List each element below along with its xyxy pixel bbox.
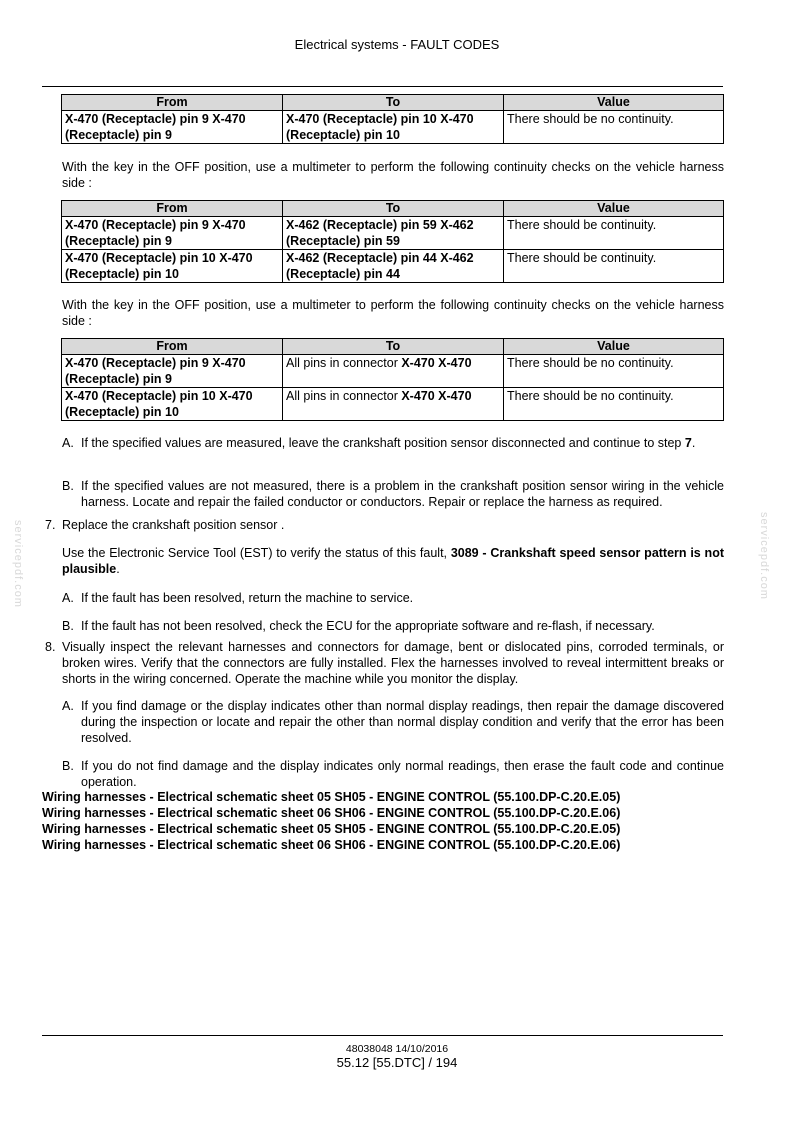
step-number: 8. [45, 640, 56, 654]
substep-label: A. [62, 591, 74, 605]
continuity-table-2 [61, 200, 724, 283]
cell-to [283, 355, 504, 388]
instruction-paragraph: With the key in the OFF position, use a multimeter to perform the following continuity checks on the vehicle harness side : [62, 160, 724, 190]
substep-text: If the specified values are measured, leave the crankshaft position sensor disconnected and continue to step 7. [81, 436, 696, 450]
step-text: Visually inspect the relevant harnesses and connectors for damage, bent or dislocated pins, corroded terminals, or broken wires. Verify that the connectors are fully installed. Flex the harnesses involved to reveal intermittent breaks or shorts in the wiring concerned. Operate the machine while you monitor the display. [62, 640, 724, 686]
table-row [62, 111, 724, 144]
page-header-title: Electrical systems - FAULT CODES [294, 37, 500, 52]
to-connector: X-470 X-470 [401, 389, 472, 403]
col-to: To [283, 201, 504, 217]
table-header-row [62, 95, 724, 111]
cell-from: X-470 (Receptacle) pin 9 X-470 (Receptacle) pin 9 [62, 355, 283, 388]
table-row [62, 217, 724, 250]
substep-text: If the specified values are not measured, there is a problem in the crankshaft position sensor wiring in the vehicle harness. Locate and repair the failed conductor or conductors. Repair or replace the harness as required. [81, 479, 724, 509]
cell-value: There should be continuity. [504, 250, 724, 283]
cell-to [283, 388, 504, 421]
reference-link[interactable]: Wiring harnesses - Electrical schematic sheet 06 SH06 - ENGINE CONTROL (55.100.DP-C.20.E.06) [42, 838, 621, 852]
col-from: From [62, 201, 283, 217]
cell-value: There should be continuity. [504, 217, 724, 250]
table-row [62, 250, 724, 283]
step-number: 7. [45, 518, 56, 532]
step-text: Replace the crankshaft position sensor . [62, 518, 285, 532]
substep-label: B. [62, 479, 74, 493]
to-prefix: All pins in connector [286, 356, 402, 370]
cell-to: X-470 (Receptacle) pin 10 X-470 (Receptacle) pin 10 [283, 111, 504, 144]
footer-page-number: 55.12 [55.DTC] / 194 [336, 1055, 458, 1070]
cell-value: There should be no continuity. [504, 388, 724, 421]
watermark-right: servicepdf.com [758, 512, 770, 600]
cell-from: X-470 (Receptacle) pin 9 X-470 (Receptacle) pin 9 [62, 217, 283, 250]
reference-link[interactable]: Wiring harnesses - Electrical schematic sheet 05 SH05 - ENGINE CONTROL (55.100.DP-C.20.E.05) [42, 822, 621, 836]
reference-link[interactable]: Wiring harnesses - Electrical schematic sheet 05 SH05 - ENGINE CONTROL (55.100.DP-C.20.E.05) [42, 790, 621, 804]
substep-text: If the fault has been resolved, return the machine to service. [81, 591, 414, 605]
fault-code-name: 3089 - Crankshaft speed sensor pattern is not plausible [62, 546, 724, 576]
watermark-left: servicepdf.com [12, 520, 24, 608]
cell-from: X-470 (Receptacle) pin 10 X-470 (Receptacle) pin 10 [62, 388, 283, 421]
substep-text: If you find damage or the display indicates other than normal display readings, then repair the damage discovered during the inspection or locate and repair the other than normal display condition and verify that the error has been resolved. [81, 699, 724, 745]
continuity-table-3 [61, 338, 724, 421]
substep-label: B. [62, 759, 74, 773]
table-header-row [62, 201, 724, 217]
col-value: Value [504, 339, 724, 355]
cell-value: There should be no continuity. [504, 111, 724, 144]
table-header-row [62, 339, 724, 355]
col-value: Value [504, 95, 724, 111]
continuity-table-1 [61, 94, 724, 144]
col-value: Value [504, 201, 724, 217]
reference-link[interactable]: Wiring harnesses - Electrical schematic sheet 06 SH06 - ENGINE CONTROL (55.100.DP-C.20.E.06) [42, 806, 621, 820]
substep-text: If you do not find damage and the display indicates only normal readings, then erase the fault code and continue operation. [81, 759, 724, 789]
substep-label: A. [62, 436, 74, 450]
instruction-paragraph: With the key in the OFF position, use a multimeter to perform the following continuity checks on the vehicle harness side : [62, 298, 724, 328]
substep-label: B. [62, 619, 74, 633]
col-to: To [283, 95, 504, 111]
footer-doc-number: 48038048 14/10/2016 [345, 1043, 449, 1055]
cell-to: X-462 (Receptacle) pin 59 X-462 (Receptacle) pin 59 [283, 217, 504, 250]
table-row [62, 355, 724, 388]
col-from: From [62, 339, 283, 355]
substep-label: A. [62, 699, 74, 713]
step-ref[interactable]: 7 [684, 436, 692, 450]
to-connector: X-470 X-470 [401, 356, 472, 370]
to-prefix: All pins in connector [286, 389, 402, 403]
cell-from: X-470 (Receptacle) pin 9 X-470 (Receptacle) pin 9 [62, 111, 283, 144]
table-row [62, 388, 724, 421]
col-from: From [62, 95, 283, 111]
substep-text: If the fault has not been resolved, check the ECU for the appropriate software and re-flash, if necessary. [81, 619, 655, 633]
est-paragraph: Use the Electronic Service Tool (EST) to verify the status of this fault, 3089 - Crankshaft speed sensor pattern is not plausible. [62, 546, 724, 576]
footer-rule [42, 1035, 723, 1036]
cell-value: There should be no continuity. [504, 355, 724, 388]
reference-links [42, 789, 620, 853]
cell-from: X-470 (Receptacle) pin 10 X-470 (Receptacle) pin 10 [62, 250, 283, 283]
col-to: To [283, 339, 504, 355]
header-rule [42, 86, 723, 87]
cell-to: X-462 (Receptacle) pin 44 X-462 (Receptacle) pin 44 [283, 250, 504, 283]
